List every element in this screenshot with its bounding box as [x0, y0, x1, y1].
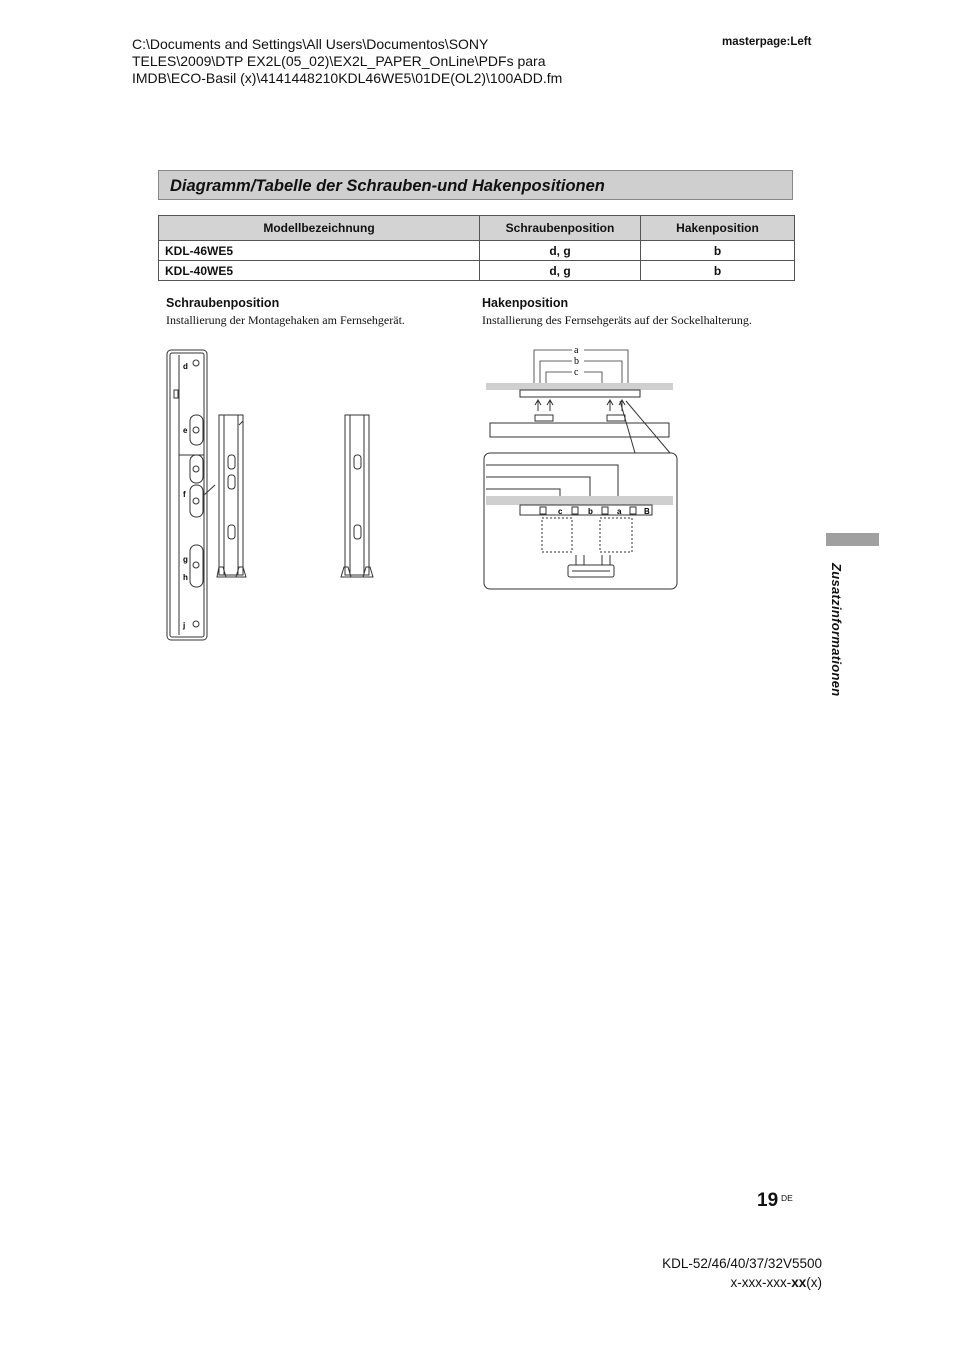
hook-description: Installierung des Fernsehgeräts auf der Sockelhalterung.: [482, 313, 752, 327]
screw-label-f: f: [183, 490, 186, 499]
file-path-line: TELES\2009\DTP EX2L(05_02)\EX2L_PAPER_OnLine\PDFs para: [132, 53, 546, 69]
table-cell: d, g: [480, 261, 641, 281]
hook-detail-label-b: b: [588, 507, 593, 516]
position-table: [158, 215, 795, 281]
screw-label-j: j: [183, 621, 186, 630]
hook-position-diagram: [480, 343, 680, 593]
screw-position-diagram: [160, 345, 390, 645]
hook-detail-label-c: c: [558, 507, 563, 516]
section-title-bar: [158, 170, 793, 200]
side-tab-marker: [826, 533, 879, 546]
hook-label-a: a: [574, 345, 579, 356]
table-cell: b: [641, 241, 795, 261]
file-path-line: IMDB\ECO-Basil (x)\4141448210KDL46WE5\01DE(OL2)\100ADD.fm: [132, 70, 563, 86]
hook-label-b: b: [574, 356, 579, 367]
table-header: Hakenposition: [641, 216, 795, 241]
screw-label-h: h: [183, 573, 188, 582]
side-tab-label: Zusatzinformationen: [829, 563, 844, 697]
table-header-row: [159, 216, 795, 241]
hook-detail-label-B: B: [644, 507, 650, 516]
page-number: 19: [757, 1190, 779, 1211]
hook-detail-label-a: a: [617, 507, 622, 516]
section-title: Diagramm/Tabelle der Schrauben-und Hakenpositionen: [170, 177, 605, 195]
masterpage-label: masterpage:Left: [722, 36, 812, 48]
table-row: [159, 241, 795, 261]
table-cell: KDL-40WE5: [159, 261, 480, 281]
screw-label-e: e: [183, 426, 188, 435]
table-cell: KDL-46WE5: [159, 241, 480, 261]
screw-label-g: g: [183, 555, 188, 564]
table-cell: d, g: [480, 241, 641, 261]
footer-code-bold: xx: [791, 1275, 807, 1290]
footer-code: [730, 1275, 822, 1290]
table-cell: b: [641, 261, 795, 281]
page-number-suffix: DE: [781, 1193, 793, 1203]
file-path-line: C:\Documents and Settings\All Users\Documentos\SONY: [132, 36, 489, 52]
table-header: Modellbezeichnung: [159, 216, 480, 241]
hook-label-c: c: [574, 367, 579, 378]
footer-model: KDL-52/46/40/37/32V5500: [662, 1256, 822, 1271]
hook-heading: Hakenposition: [482, 296, 569, 310]
screw-label-d: d: [183, 362, 188, 371]
screw-heading: Schraubenposition: [166, 296, 280, 310]
table-header: Schraubenposition: [480, 216, 641, 241]
screw-description: Installierung der Montagehaken am Fernsehgerät.: [166, 313, 405, 327]
footer-code-suffix: (x): [806, 1275, 822, 1290]
footer-code-prefix: x-xxx-xxx-: [730, 1275, 792, 1290]
table-row: [159, 261, 795, 281]
file-path: [132, 36, 652, 87]
